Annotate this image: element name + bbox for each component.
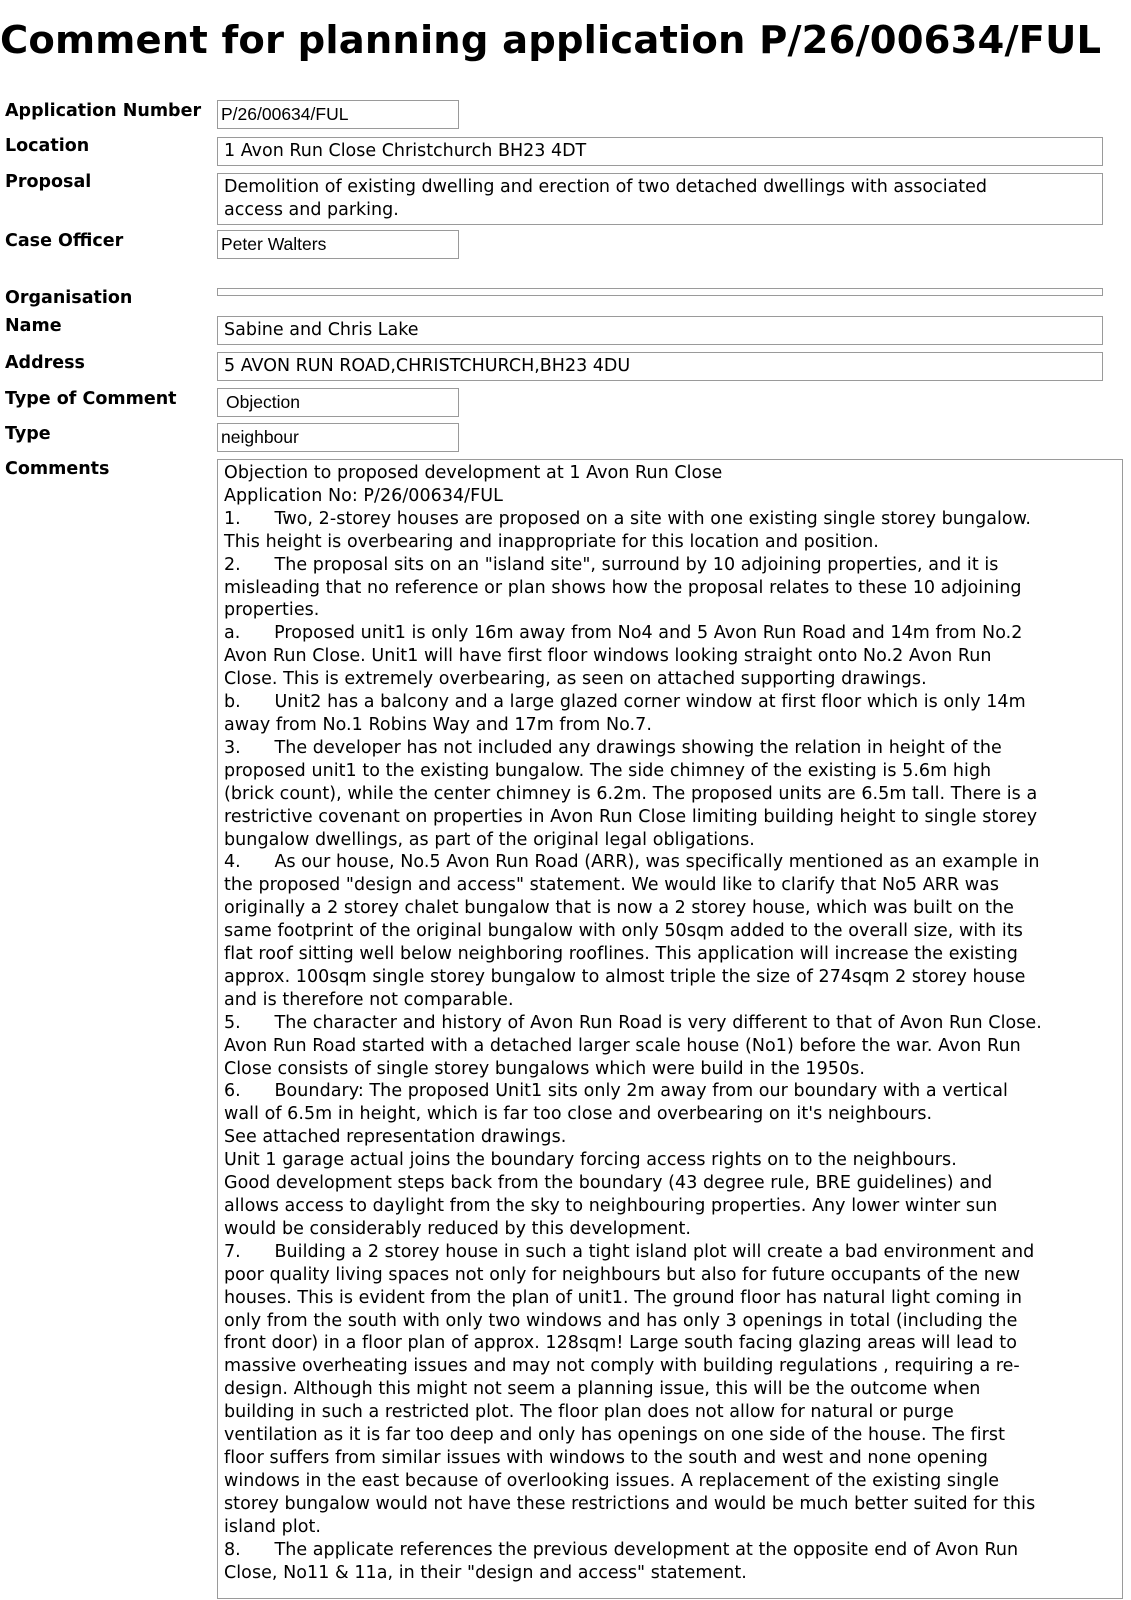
- proposal-label: Proposal: [5, 172, 92, 192]
- comment-line: front door) in a floor plan of approx. 128sqm! Large south facing glazing areas will lead to: [224, 1333, 1017, 1354]
- comment-line: restrictive covenant on properties in Avon Run Close limiting building height to single storey: [224, 806, 1038, 827]
- proposal-field: [217, 173, 1103, 225]
- proposal-line: Demolition of existing dwelling and erection of two detached dwellings with associated: [224, 177, 988, 197]
- comment-line: would be considerably reduced by this development.: [224, 1218, 692, 1239]
- application-number-label: Application Number: [5, 101, 202, 121]
- comment-line: properties.: [224, 600, 320, 621]
- organisation-field: [217, 288, 1103, 296]
- case-officer-field: Peter Walters: [217, 230, 459, 259]
- comment-line: floor suffers from similar issues with windows to the south and west and none opening: [224, 1447, 988, 1468]
- comment-line: windows in the east because of overlooking issues. A replacement of the existing single: [224, 1470, 1000, 1491]
- comment-line: only from the south with only two windows and has only 3 openings in total (including the: [224, 1310, 1018, 1331]
- comment-line: bungalow dwellings, as part of the original legal obligations.: [224, 829, 755, 850]
- location-label: Location: [5, 136, 90, 156]
- comment-line: approx. 100sqm single storey bungalow to almost triple the size of 274sqm 2 storey house: [224, 966, 1026, 987]
- comment-line: (brick count), while the center chimney is 6.2m. The proposed units are 6.5m tall. There is a: [224, 783, 1038, 804]
- comments-label: Comments: [5, 459, 110, 479]
- name-field: Sabine and Chris Lake: [217, 316, 1103, 345]
- comment-line: away from No.1 Robins Way and 17m from No.7.: [224, 714, 652, 735]
- comment-line: same footprint of the original bungalow with only 50sqm added to the overall size, with its: [224, 921, 1023, 942]
- comment-line: and is therefore not comparable.: [224, 989, 514, 1010]
- comment-line: This height is overbearing and inappropriate for this location and position.: [224, 531, 879, 552]
- comments-field: [217, 459, 1123, 1599]
- comment-line: storey bungalow would not have these restrictions and would be much better suited for this: [224, 1493, 1036, 1514]
- comment-line: allows access to daylight from the sky to neighbouring properties. Any lower winter sun: [224, 1196, 998, 1216]
- comment-line: 1. Two, 2-storey houses are proposed on a site with one existing single storey bungalow.: [224, 508, 1032, 529]
- comment-line: Avon Run Close. Unit1 will have first floor windows looking straight onto No.2 Avon Run: [224, 646, 992, 667]
- comment-line: Unit 1 garage actual joins the boundary forcing access rights on to the neighbours.: [224, 1150, 957, 1171]
- comment-line: wall of 6.5m in height, which is far too close and overbearing on it's neighbours.: [224, 1104, 933, 1125]
- type-of-comment-label: Type of Comment: [5, 389, 177, 409]
- type-label: Type: [5, 424, 51, 444]
- comment-line: 7. Building a 2 storey house in such a tight island plot will create a bad environment and: [224, 1241, 1035, 1262]
- comment-line: 2. The proposal sits on an "island site", surround by 10 adjoining properties, and it is: [224, 554, 999, 575]
- address-label: Address: [5, 353, 85, 373]
- comment-line: Close. This is extremely overbearing, as seen on attached supporting drawings.: [224, 669, 927, 690]
- comment-line: 8. The applicate references the previous development at the opposite end of Avon Run: [224, 1539, 1019, 1560]
- comment-line: Application No: P/26/00634/FUL: [224, 485, 503, 506]
- comment-line: proposed unit1 to the existing bungalow. The side chimney of the existing is 5.6m high: [224, 760, 992, 781]
- application-number-field: P/26/00634/FUL: [217, 100, 459, 129]
- comment-line: ventilation as it is far too deep and only has openings on one side of the house. The first: [224, 1425, 1005, 1446]
- proposal-line: access and parking.: [224, 199, 399, 220]
- comment-line: Close consists of single storey bungalows which were build in the 1950s.: [224, 1058, 865, 1079]
- comment-line: 5. The character and history of Avon Run Road is very different to that of Avon Run Close.: [224, 1012, 1042, 1033]
- comment-line: Good development steps back from the boundary (43 degree rule, BRE guidelines) and: [224, 1173, 993, 1194]
- case-officer-label: Case Officer: [5, 231, 124, 251]
- comment-line: massive overheating issues and may not comply with building regulations , requiring a re-: [224, 1356, 1020, 1377]
- type-of-comment-field: Objection: [217, 388, 459, 417]
- page-title: Comment for planning application P/26/00634/FUL: [0, 18, 1102, 63]
- comment-line: 6. Boundary: The proposed Unit1 sits only 2m away from our boundary with a vertical: [224, 1081, 1008, 1102]
- organisation-label: Organisation: [5, 288, 133, 308]
- comment-line: flat roof sitting well below neighboring rooflines. This application will increase the existing: [224, 944, 1018, 965]
- comment-line: island plot.: [224, 1516, 322, 1537]
- comment-line: originally a 2 storey chalet bungalow that is now a 2 storey house, which was built on the: [224, 898, 1014, 919]
- comment-line: design. Although this might not seem a planning issue, this will be the outcome when: [224, 1379, 981, 1400]
- comment-line: b. Unit2 has a balcony and a large glazed corner window at first floor which is only 14m: [224, 692, 1026, 713]
- comment-line: 3. The developer has not included any drawings showing the relation in height of the: [224, 737, 1002, 758]
- comment-line: building in such a restricted plot. The floor plan does not allow for natural or purge: [224, 1402, 954, 1423]
- comment-line: 4. As our house, No.5 Avon Run Road (ARR), was specifically mentioned as an example in: [224, 852, 1040, 873]
- comment-line: Objection to proposed development at 1 Avon Run Close: [224, 463, 723, 483]
- comment-line: the proposed "design and access" statement. We would like to clarify that No5 ARR was: [224, 875, 1000, 896]
- comment-line: poor quality living spaces not only for neighbours but also for future occupants of the new: [224, 1264, 1021, 1285]
- comment-line: houses. This is evident from the plan of unit1. The ground floor has natural light coming in: [224, 1287, 1023, 1308]
- comment-line: a. Proposed unit1 is only 16m away from No4 and 5 Avon Run Road and 14m from No.2: [224, 623, 1023, 644]
- location-field: 1 Avon Run Close Christchurch BH23 4DT: [217, 137, 1103, 166]
- comment-line: Close, No11 & 11a, in their "design and access" statement.: [224, 1562, 747, 1583]
- type-field: neighbour: [217, 423, 459, 452]
- address-field: 5 AVON RUN ROAD,CHRISTCHURCH,BH23 4DU: [217, 352, 1103, 381]
- comment-line: Avon Run Road started with a detached larger scale house (No1) before the war. Avon Run: [224, 1035, 1021, 1056]
- name-label: Name: [5, 316, 62, 336]
- comment-line: See attached representation drawings.: [224, 1127, 567, 1148]
- comment-line: misleading that no reference or plan shows how the proposal relates to these 10 adjoining: [224, 577, 1022, 598]
